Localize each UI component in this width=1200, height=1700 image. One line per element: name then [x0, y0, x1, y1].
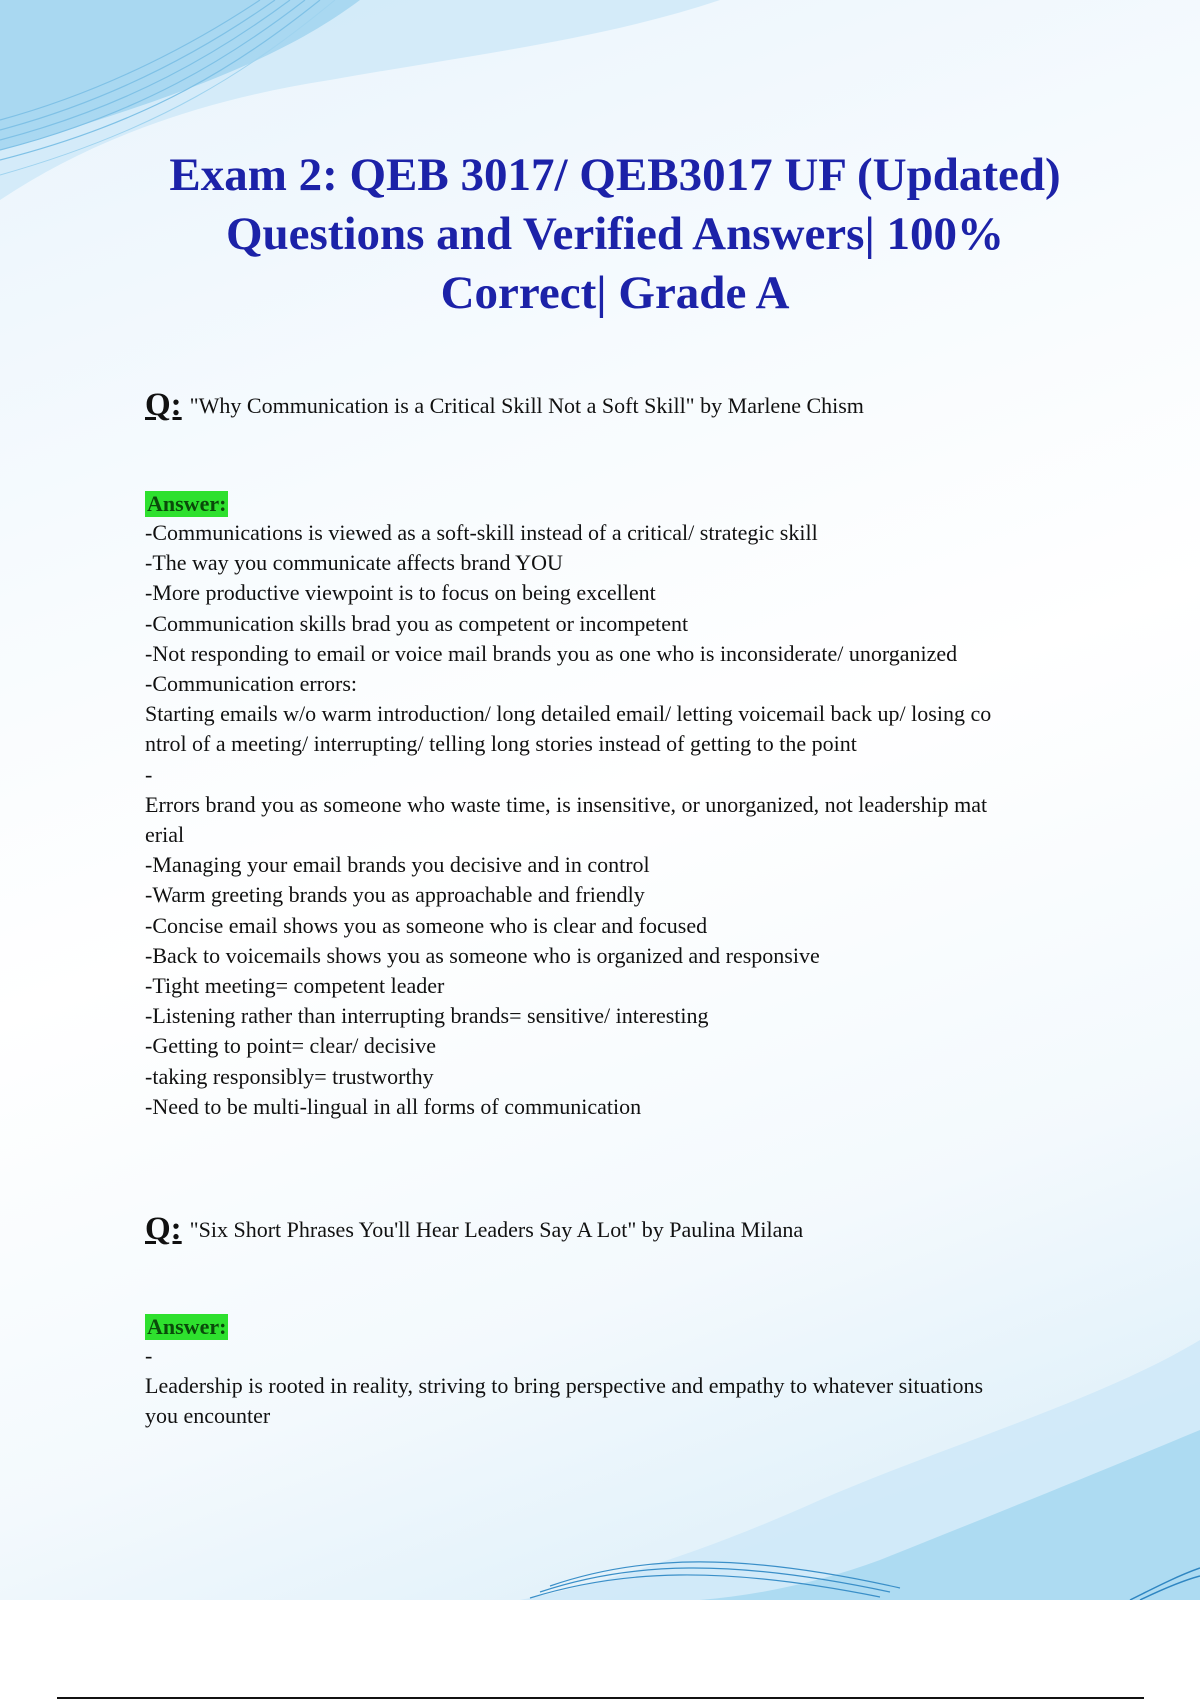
- answer-line: -: [145, 1343, 153, 1368]
- answer-line: -Back to voicemails shows you as someone who is organized and responsive: [145, 942, 820, 968]
- question-label: Q:: [145, 387, 182, 423]
- answer-line: Starting emails w/o warm introduction/ long detailed email/ letting voicemail back up/ losing co: [145, 701, 992, 727]
- answer-line: -Listening rather than interrupting brands= sensitive/ interesting: [145, 1003, 709, 1029]
- answer-line: -Communication skills brad you as competent or incompetent: [145, 610, 689, 636]
- question-1: [145, 387, 864, 423]
- answer-label: Answer:: [147, 491, 227, 516]
- document-title: [100, 146, 1130, 323]
- answer-line: you encounter: [145, 1403, 271, 1429]
- answer-line: -Communication errors:: [145, 671, 358, 697]
- answer-label: Answer:: [147, 1314, 227, 1339]
- answer-line: ntrol of a meeting/ interrupting/ telling long stories instead of getting to the point: [145, 731, 857, 757]
- question-label: Q:: [145, 1211, 182, 1247]
- question-2: [145, 1211, 804, 1247]
- answer-line: -taking responsibly= trustworthy: [145, 1063, 434, 1089]
- answer-line: -Concise email shows you as someone who is clear and focused: [145, 912, 708, 938]
- answer-line: -Not responding to email or voice mail brands you as one who is inconsiderate/ unorganized: [145, 640, 958, 666]
- answer-1-body: [145, 518, 1090, 1122]
- answer-line: erial: [145, 822, 185, 848]
- answer-line: Leadership is rooted in reality, striving to bring perspective and empathy to whatever situations: [145, 1373, 984, 1399]
- answer-line: -: [145, 761, 153, 787]
- footer-divider: [57, 1697, 1144, 1699]
- question-text: "Six Short Phrases You'll Hear Leaders Say A Lot" by Paulina Milana: [189, 1217, 804, 1242]
- title-line-3: Correct| Grade A: [440, 267, 790, 319]
- answer-line: -More productive viewpoint is to focus on being excellent: [145, 580, 656, 606]
- answer-2-body: [145, 1341, 1090, 1432]
- answer-line: -The way you communicate affects brand YOU: [145, 550, 563, 576]
- answer-line: -Need to be multi-lingual in all forms of communication: [145, 1093, 642, 1119]
- title-line-1: Exam 2: QEB 3017/ QEB3017 UF (Updated): [169, 149, 1061, 201]
- answer-line: -Communications is viewed as a soft-skill instead of a critical/ strategic skill: [145, 520, 818, 545]
- answer-line: Errors brand you as someone who waste time, is insensitive, or unorganized, not leadership mat: [145, 791, 988, 817]
- title-line-2: Questions and Verified Answers| 100%: [225, 208, 1005, 260]
- answer-line: -Getting to point= clear/ decisive: [145, 1033, 436, 1059]
- answer-line: -Warm greeting brands you as approachable and friendly: [145, 882, 645, 908]
- answer-line: -Managing your email brands you decisive and in control: [145, 852, 650, 878]
- answer-line: -Tight meeting= competent leader: [145, 973, 445, 999]
- question-text: "Why Communication is a Critical Skill Not a Soft Skill" by Marlene Chism: [189, 393, 864, 418]
